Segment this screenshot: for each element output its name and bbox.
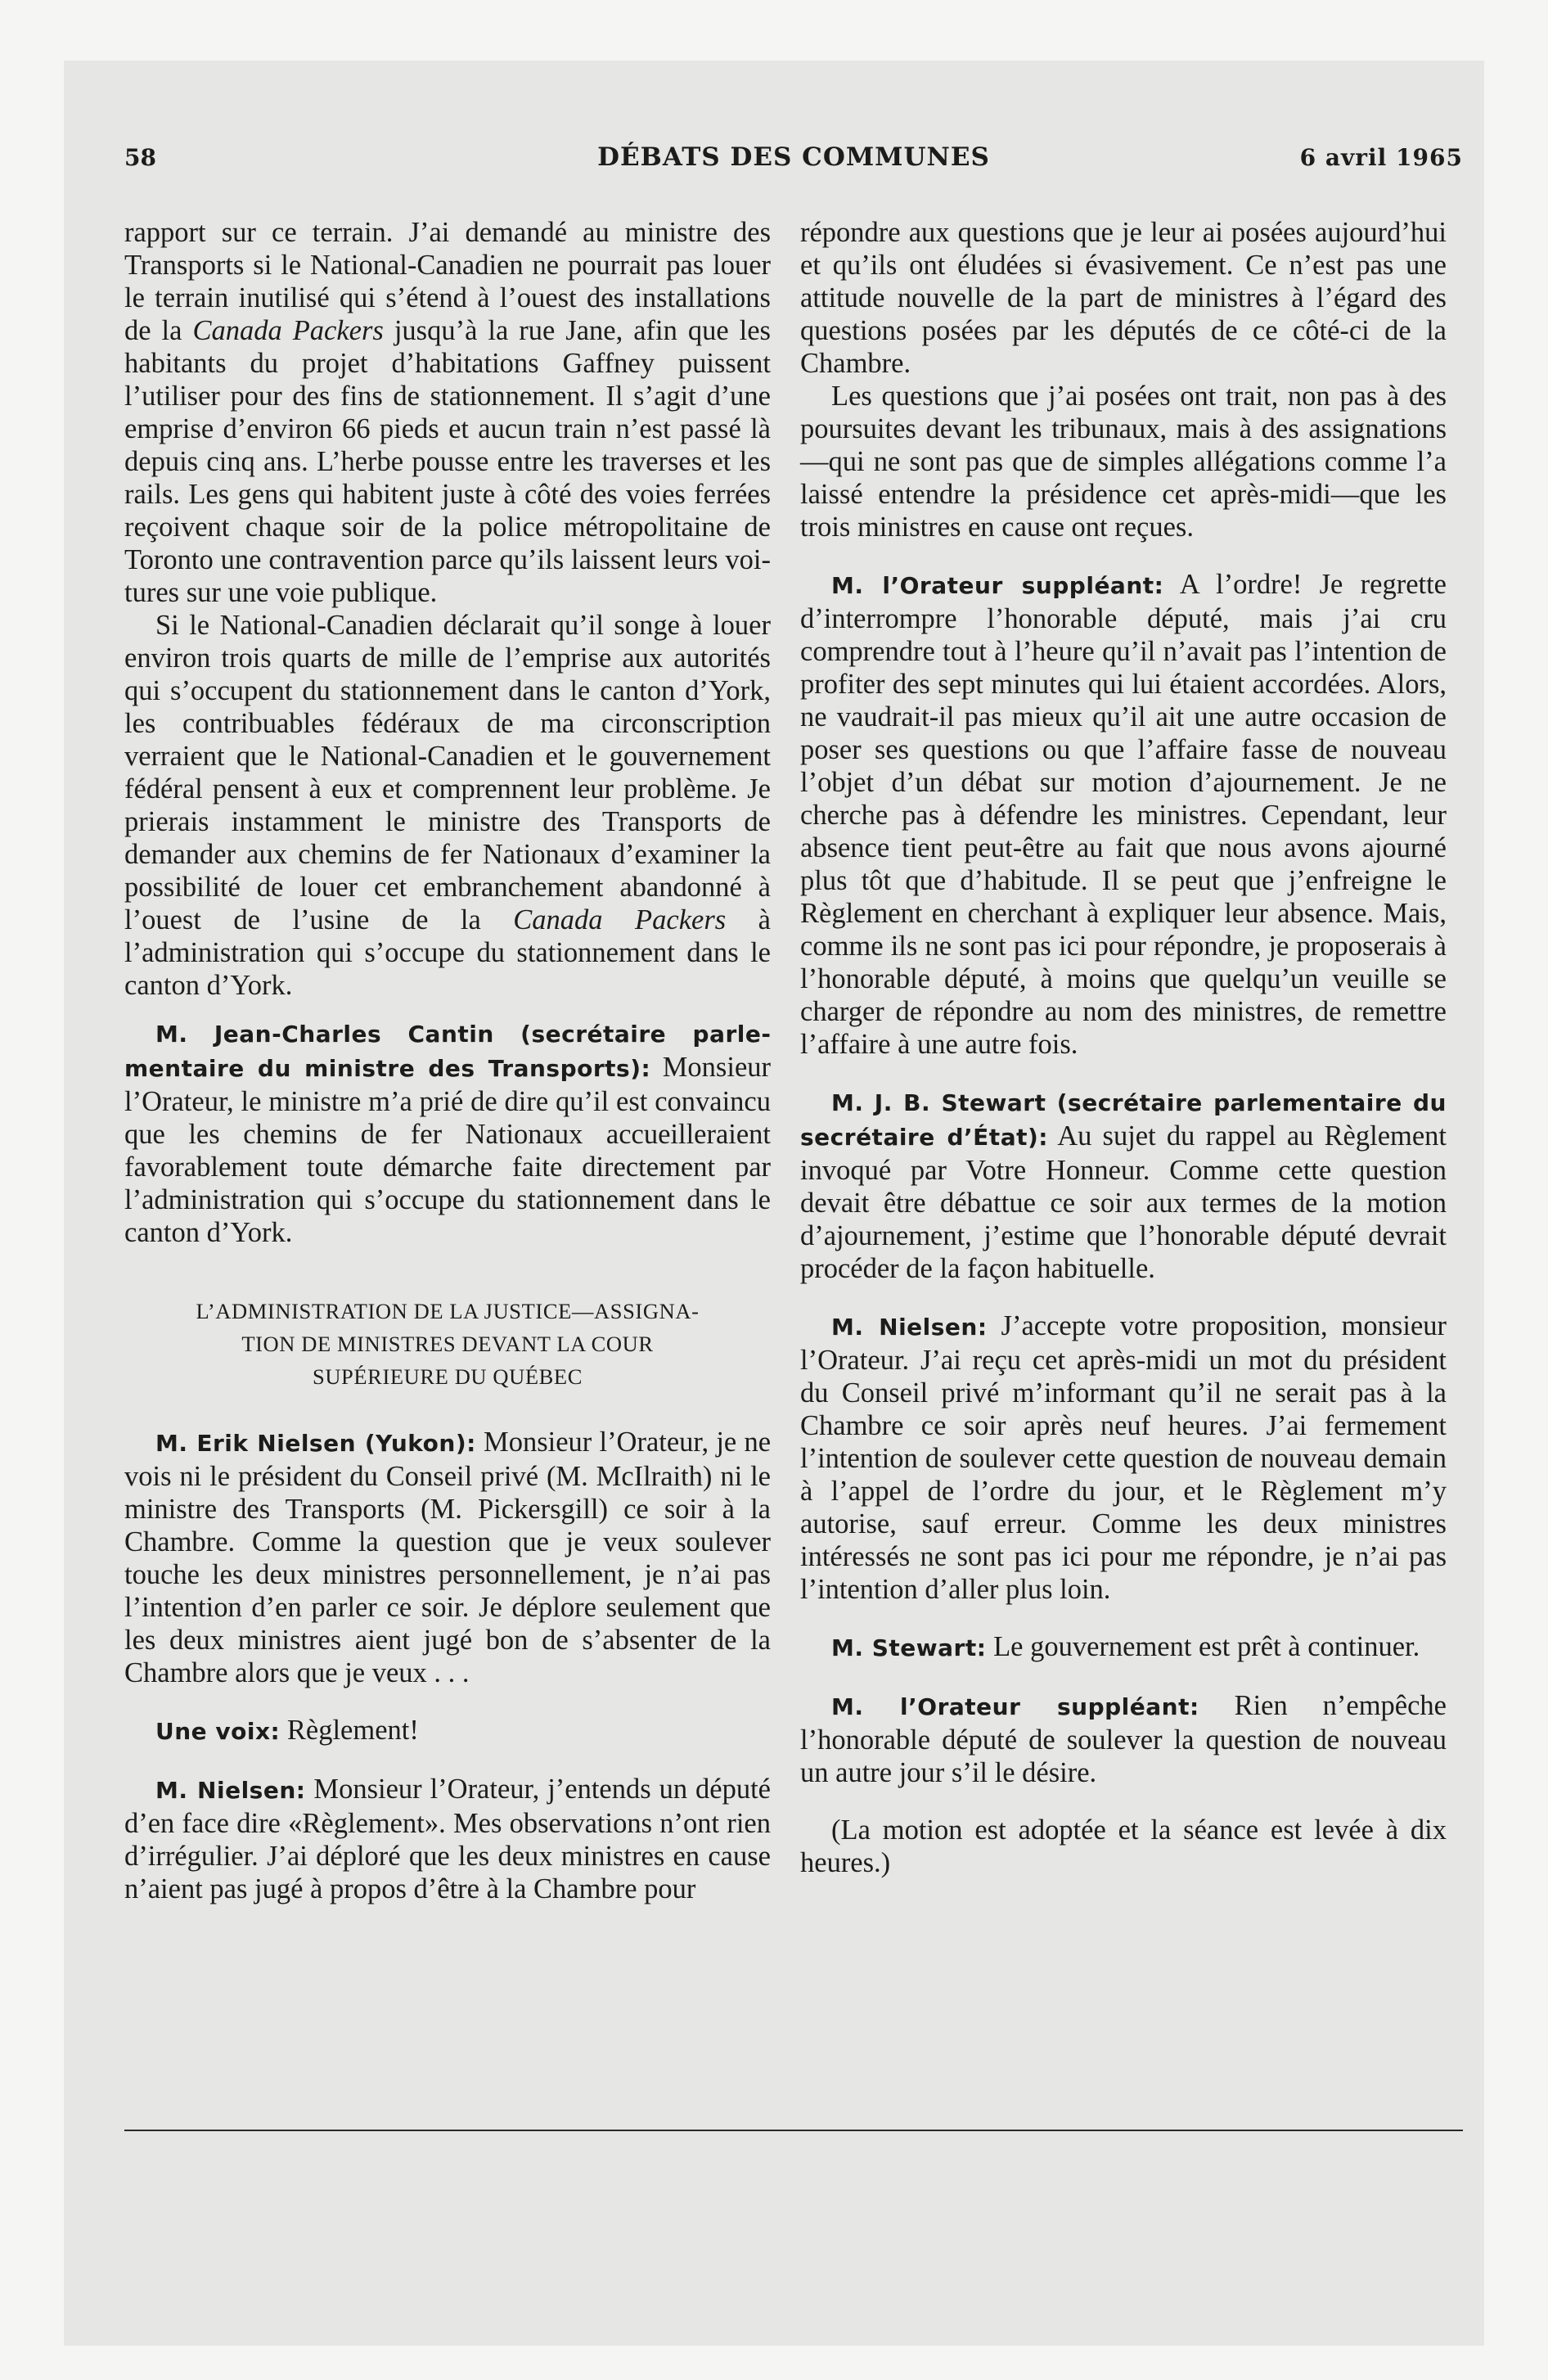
speaker-name: M. Stewart: bbox=[831, 1634, 987, 1661]
right-column bbox=[800, 216, 1447, 1879]
speech-orateur-suppleant: M. l’Orateur suppléant: A l’ordre! Je regrette d’interrompre l’honorable député, mais j’ai cru comprendre tout à l’heure qu’il n’avait pas l’intention de profiter des sept minutes qui lui étaient accordées. Alors, ne vaudrait-il pas mieux qu’il ait une autre occasion de poser ses questions ou que l’affaire fasse de nouveau l’objet d’un débat sur motion d’ajournement. Je ne cherche pas à défendre les ministres. Cependant, leur absence tient peut-être au fait que nous avons ajourné plus tôt que d’habitude. Il se peut que j’enfreigne le Règlement en cherchant à expliquer leur absence. Mais, comme ils ne sont pas ici pour répondre, je proposerais à l’honorable député, à moins que quelqu’un veuille se charger de répondre au nom des ministres, de remettre l’affaire à une autre fois. bbox=[800, 569, 1447, 1060]
speaker-name: M. J. B. Stewart (secrétaire parlementaire du secrétaire d’État): bbox=[800, 1089, 1447, 1151]
paragraph: Si le National-Canadien déclarait qu’il songe à louer environ trois quarts de mille de l’emprise aux autorités qui s’occupent du stationnement dans le canton d’York, les contribuables fédéraux de ma circonscription verraient que le National-Canadien et le gouvernement fédéral pensent à eux et comprennent leur problème. Je prierais instamment le ministre des Transports de demander aux chemins de fer Nationaux d’examiner la possibilité de louer cet embranchement abandonné à l’ouest de l’usine de la Canada Packers à l’administration qui s’occupe du stationnement dans le canton d’York. bbox=[124, 610, 771, 1001]
page-header bbox=[124, 141, 1463, 182]
paragraph: répondre aux questions que je leur ai posées aujourd’hui et qu’ils ont éludées si évasivement. Ce n’est pas une attitude nouvelle de la part de ministres à l’égard des questions posées par les députés de ce côté-ci de la Chambre. bbox=[800, 217, 1447, 379]
speaker-name: M. Nielsen: bbox=[831, 1314, 988, 1341]
header-date: 6 avril 1965 bbox=[1299, 144, 1463, 171]
closing-note: (La motion est adoptée et la séance est levée à dix heures.) bbox=[800, 1814, 1447, 1878]
speech-nielsen-2: M. Nielsen: Monsieur l’Orateur, j’entends un député d’en face dire «Règlement». Mes observations n’ont rien d’irrégulier. J’ai déploré que les deux ministres en cause n’aient pas jugé à propos d’être à la Chambre pour bbox=[124, 1774, 771, 1904]
running-title: DÉBATS DES COMMUNES bbox=[597, 142, 990, 172]
page-number: 58 bbox=[124, 144, 156, 171]
speech-nielsen: M. Erik Nielsen (Yukon): Monsieur l’Orateur, je ne vois ni le président du Conseil privé (M. McIlraith) ni le ministre des Transports (M. Pickersgill) ce soir à la Chambre. Comme la question que je veux soulever touche les deux ministres personnellement, je n’ai pas l’intention d’en parler ce soir. Je déplore seulement que les deux ministres aient jugé bon de s’absenter de la Chambre alors que je veux . . . bbox=[124, 1427, 772, 1688]
section-heading: L’ADMINISTRATION DE LA JUSTICE—ASSIGNA- TION DE MINISTRES DEVANT LA COUR SUPÉRIEURE DU QUÉBEC bbox=[196, 1299, 700, 1389]
speech-stewart: M. J. B. Stewart (secrétaire parlementaire du secrétaire d’État): Au sujet du rappel au Règlement invoqué par Votre Honneur. Comme cette question devait être débattue ce soir aux termes de la motion d’ajournement, j’estime que l’honorable député devrait procéder de la façon habituelle. bbox=[800, 1089, 1447, 1284]
speaker-name: M. Jean-Charles Cantin (secrétaire parlementaire du ministre des Transports): bbox=[124, 1021, 771, 1082]
speaker-name: M. l’Orateur suppléant: bbox=[831, 572, 1164, 599]
speech-cantin: M. Jean-Charles Cantin (secrétaire parlementaire du ministre des Transports): Monsieur l’Orateur, le ministre m’a prié de dire qu’il est convaincu que les chemins de fer Nationaux accueilleraient favorablement toute démarche faite directement par l’administration qui s’occupe du stationnement dans le canton d’York. bbox=[124, 1021, 771, 1248]
paragraph: rapport sur ce terrain. J’ai demandé au ministre des Transports si le National-Canadien ne pourrait pas louer le terrain inutilisé qui s’étend à l’ouest des installations de la Canada Packers jusqu’à la rue Jane, afin que les habitants du projet d’habitations Gaffney puissent l’utiliser pour des fins de stationnement. Il s’agit d’une emprise d’environ 66 pieds et aucun train n’est passé là depuis cinq ans. L’herbe pousse entre les traverses et les rails. Les gens qui habitent juste à côté des voies ferrées reçoivent chaque soir de la police métropolitaine de Toronto une contravention parce qu’ils laissent leurs voitures sur une voie publique. bbox=[124, 217, 771, 608]
speaker-name: Une voix: bbox=[155, 1718, 281, 1745]
bottom-rule bbox=[124, 2130, 1463, 2131]
speech-stewart-2: M. Stewart: Le gouvernement est prêt à continuer. bbox=[831, 1631, 1420, 1662]
speaker-name: M. l’Orateur suppléant: bbox=[831, 1693, 1199, 1720]
speech-une-voix: Une voix: Règlement! bbox=[155, 1715, 419, 1746]
hansard-page bbox=[124, 0, 1463, 2380]
speech-nielsen-3: M. Nielsen: J’accepte votre proposition, monsieur l’Orateur. J’ai reçu cet après-midi un mot du président du Conseil privé m’informant qu’il ne serait pas à la Chambre ce soir après neuf heures. J’ai fermement l’intention de soulever cette question de nouveau demain à l’appel de l’ordre du jour, et le Règlement m’y autorise, sauf erreur. Comme les deux ministres intéressés ne sont pas ici pour me répondre, je n’ai pas l’intention d’aller plus loin. bbox=[800, 1310, 1447, 1605]
speaker-name: M. Nielsen: bbox=[155, 1777, 306, 1804]
speaker-name: M. Erik Nielsen (Yukon): bbox=[155, 1430, 476, 1457]
paragraph: Les questions que j’ai posées ont trait, non pas à des poursuites devant les tribunaux, mais à des assignations—qui ne sont pas que de simples allégations comme l’a laissé entendre la présidence cet après-midi—que les trois ministres en cause ont reçues. bbox=[800, 381, 1447, 543]
left-column bbox=[124, 216, 771, 1905]
speech-orateur-suppleant-2: M. l’Orateur suppléant: Rien n’empêche l’honorable député de soulever la question de nouveau un autre jour s’il le désire. bbox=[800, 1690, 1447, 1788]
